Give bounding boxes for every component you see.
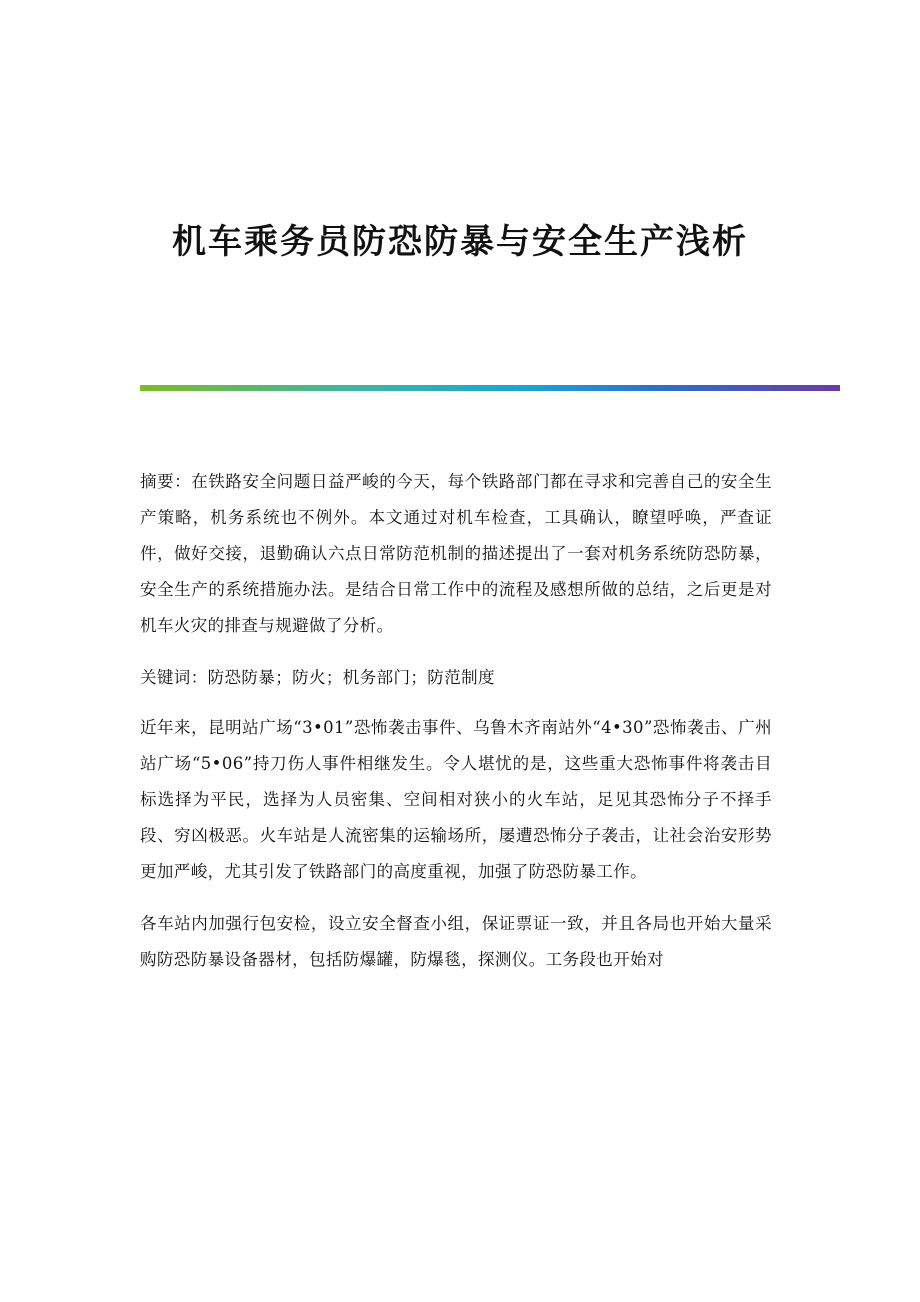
title-divider bbox=[140, 385, 840, 391]
body-paragraph: 近年来，昆明站广场“3•01”恐怖袭击事件、乌鲁木齐南站外“4•30”恐怖袭击、广州站广场“5•06”持刀伤人事件相继发生。令人堪忧的是，这些重大恐怖事件将袭击目标选择为平民，选择为人员密集、空间相对狭小的火车站，足见其恐怖分子不择手段、穷凶极恶。火车站是人流密集的运输场所，屡遭恐怖分子袭击，让社会治安形势更加严峻，尤其引发了铁路部门的高度重视，加强了防恐防暴工作。 bbox=[140, 718, 772, 881]
document-title: 机车乘务员防恐防暴与安全生产浅析 bbox=[172, 222, 748, 262]
body-paragraph: 各车站内加强行包安检，设立安全督查小组，保证票证一致，并且各局也开始大量采购防恐防暴设备器材，包括防爆罐，防爆毯，探测仪。工务段也开始对 bbox=[140, 914, 772, 969]
keywords-paragraph: 关键词：防恐防暴；防火；机务部门；防范制度 bbox=[140, 668, 495, 687]
document-body bbox=[140, 464, 772, 994]
abstract-paragraph: 摘要：在铁路安全问题日益严峻的今天，每个铁路部门都在寻求和完善自己的安全生产策略，机务系统也不例外。本文通过对机车检查，工具确认，瞭望呼唤，严查证件，做好交接，退勤确认六点日常防范机制的描述提出了一套对机务系统防恐防暴，安全生产的系统措施办法。是结合日常工作中的流程及感想所做的总结，之后更是对机车火灾的排查与规避做了分析。 bbox=[140, 472, 772, 635]
